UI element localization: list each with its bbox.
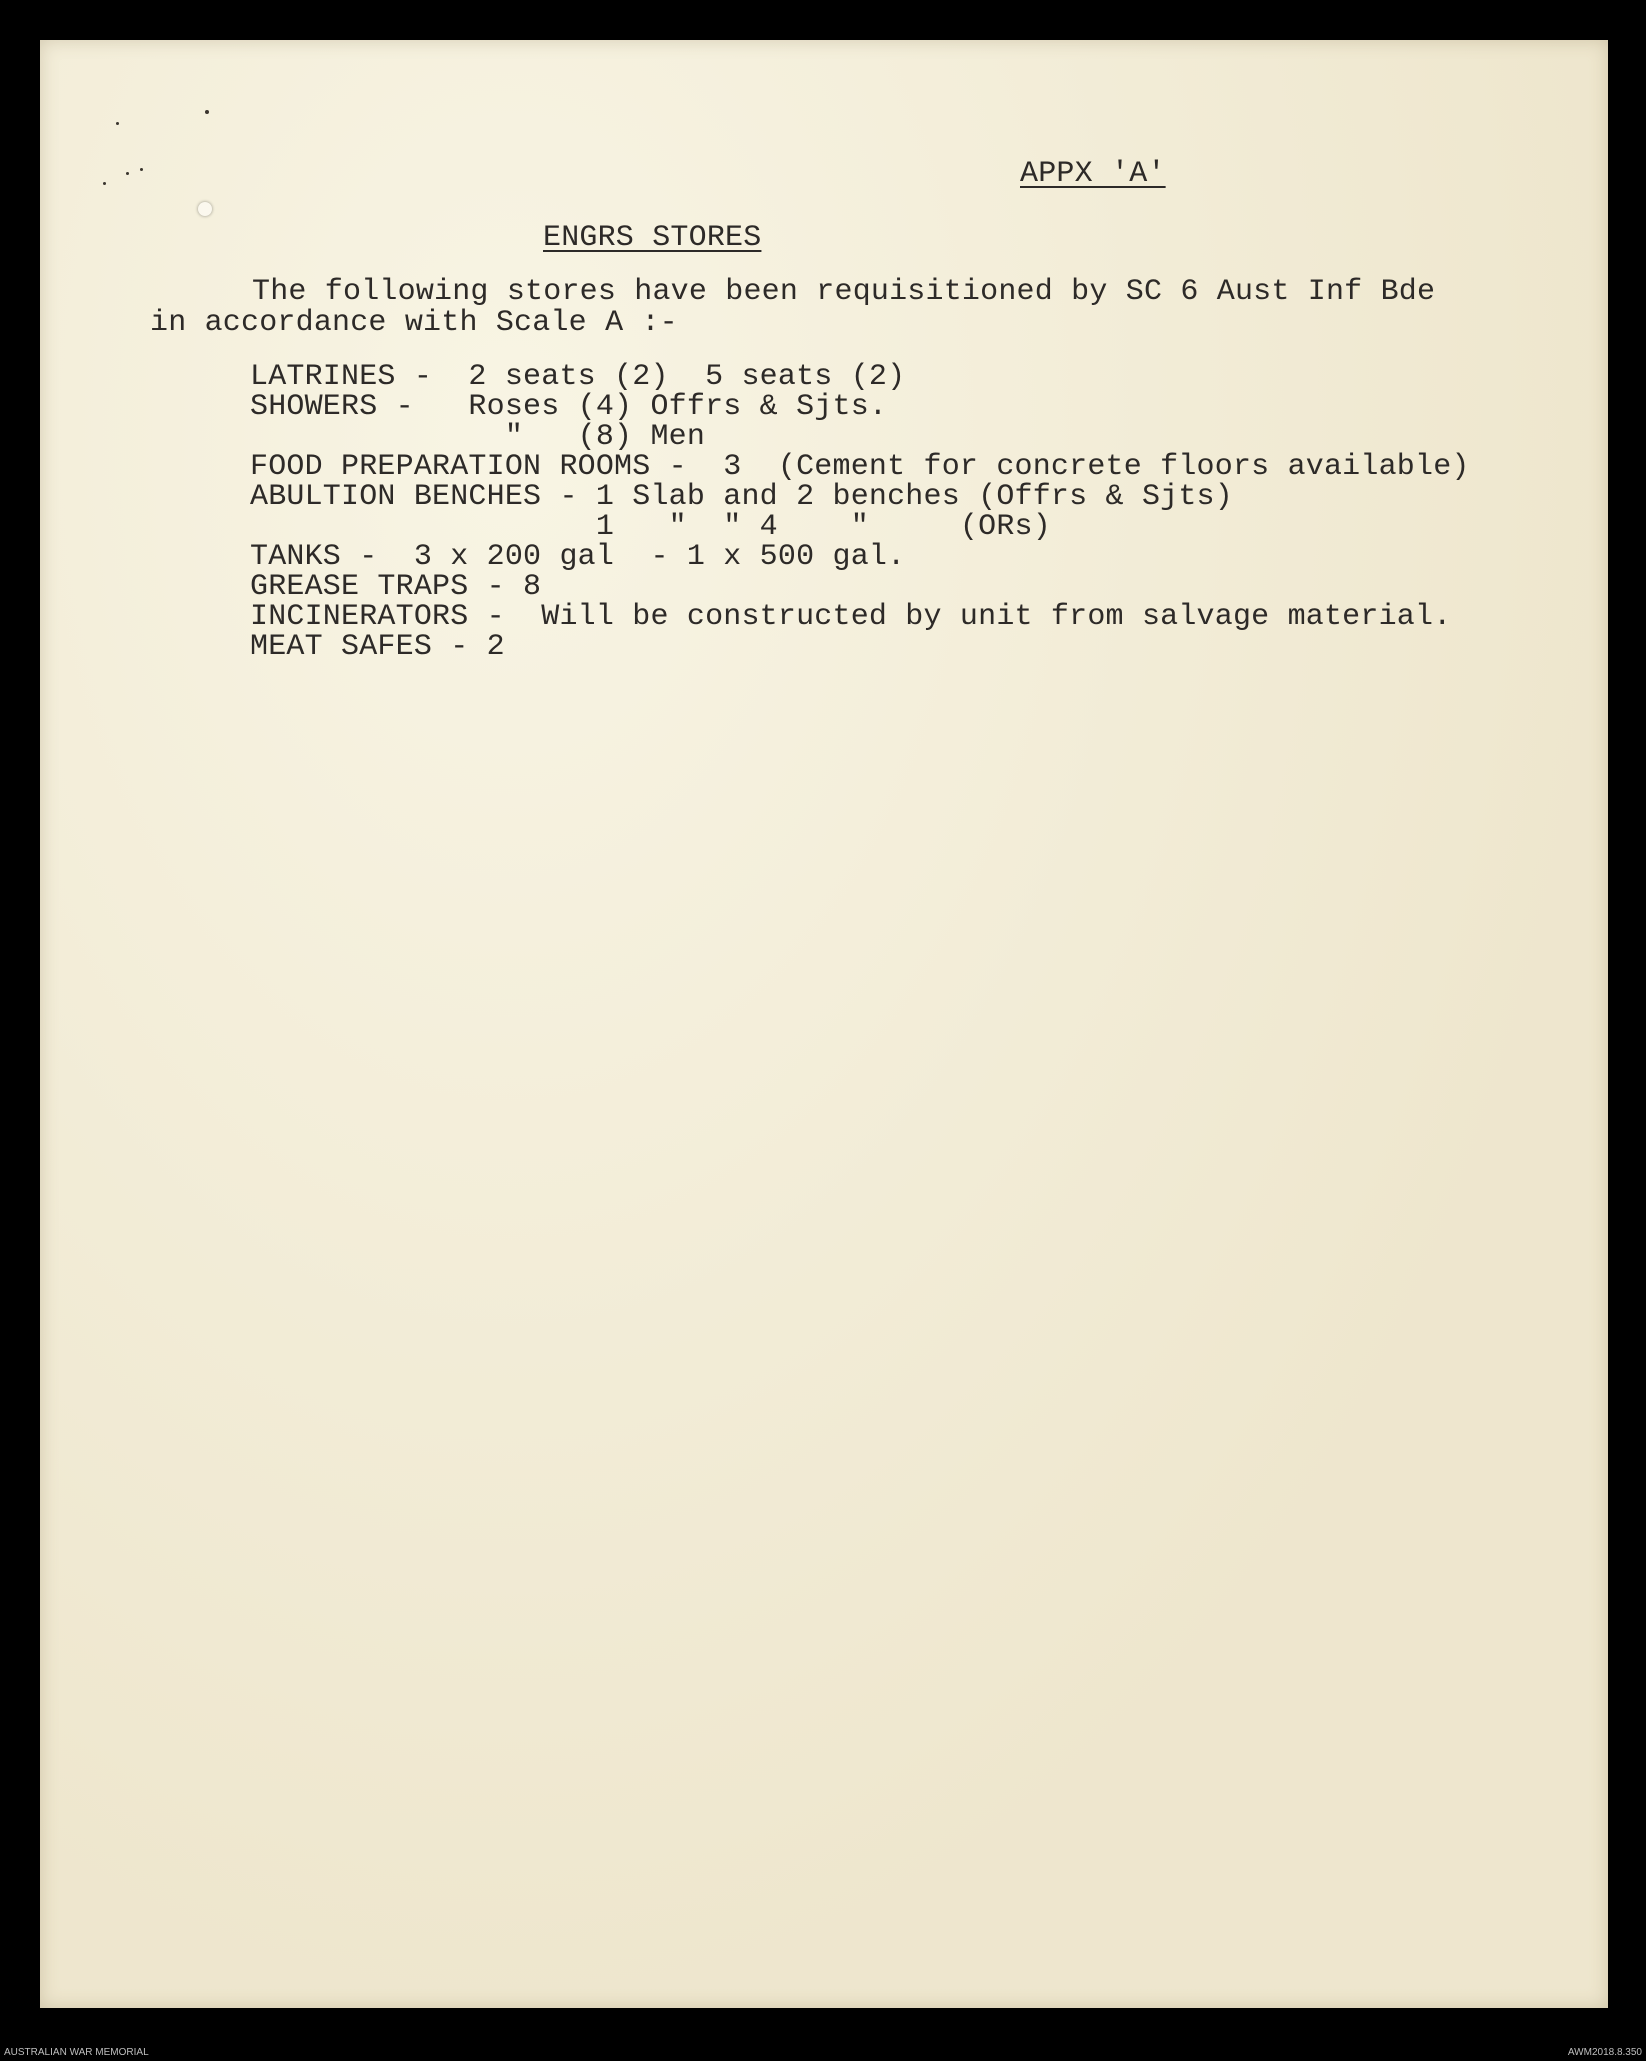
stores-list-item: LATRINES - 2 seats (2) 5 seats (2) xyxy=(250,360,906,394)
document-page xyxy=(40,40,1608,2008)
archive-footer xyxy=(0,2044,1646,2061)
stores-list-item: GREASE TRAPS - 8 xyxy=(250,570,542,604)
stores-list-item: " (8) Men xyxy=(250,420,706,454)
ink-speck xyxy=(103,182,106,185)
intro-line: The following stores have been requisitioned by SC 6 Aust Inf Bde xyxy=(252,275,1436,309)
stores-list-item: FOOD PREPARATION ROOMS - 3 (Cement for concrete floors available) xyxy=(250,450,1470,484)
stores-list-item: 1 " " 4 " (ORs) xyxy=(250,510,1051,544)
ink-speck xyxy=(126,172,129,175)
ink-speck xyxy=(116,122,119,125)
stores-list-item: MEAT SAFES - 2 xyxy=(250,630,505,664)
intro-line: in accordance with Scale A :- xyxy=(150,306,678,340)
ink-speck xyxy=(140,168,143,171)
stores-list-item: SHOWERS - Roses (4) Offrs & Sjts. xyxy=(250,390,888,424)
archive-reference: AWM2018.8.350 xyxy=(1567,2047,1642,2058)
stores-list-item: ABULTION BENCHES - 1 Slab and 2 benches (Offrs & Sjts) xyxy=(250,480,1233,514)
ink-speck xyxy=(205,110,209,114)
pin-hole xyxy=(198,202,212,216)
stores-list-item: INCINERATORS - Will be constructed by unit from salvage material. xyxy=(250,600,1452,634)
archive-name: AUSTRALIAN WAR MEMORIAL xyxy=(4,2047,149,2058)
stores-list-item: TANKS - 3 x 200 gal - 1 x 500 gal. xyxy=(250,540,906,574)
document-title: ENGRS STORES xyxy=(543,221,762,255)
appendix-label: APPX 'A' xyxy=(1020,157,1166,191)
